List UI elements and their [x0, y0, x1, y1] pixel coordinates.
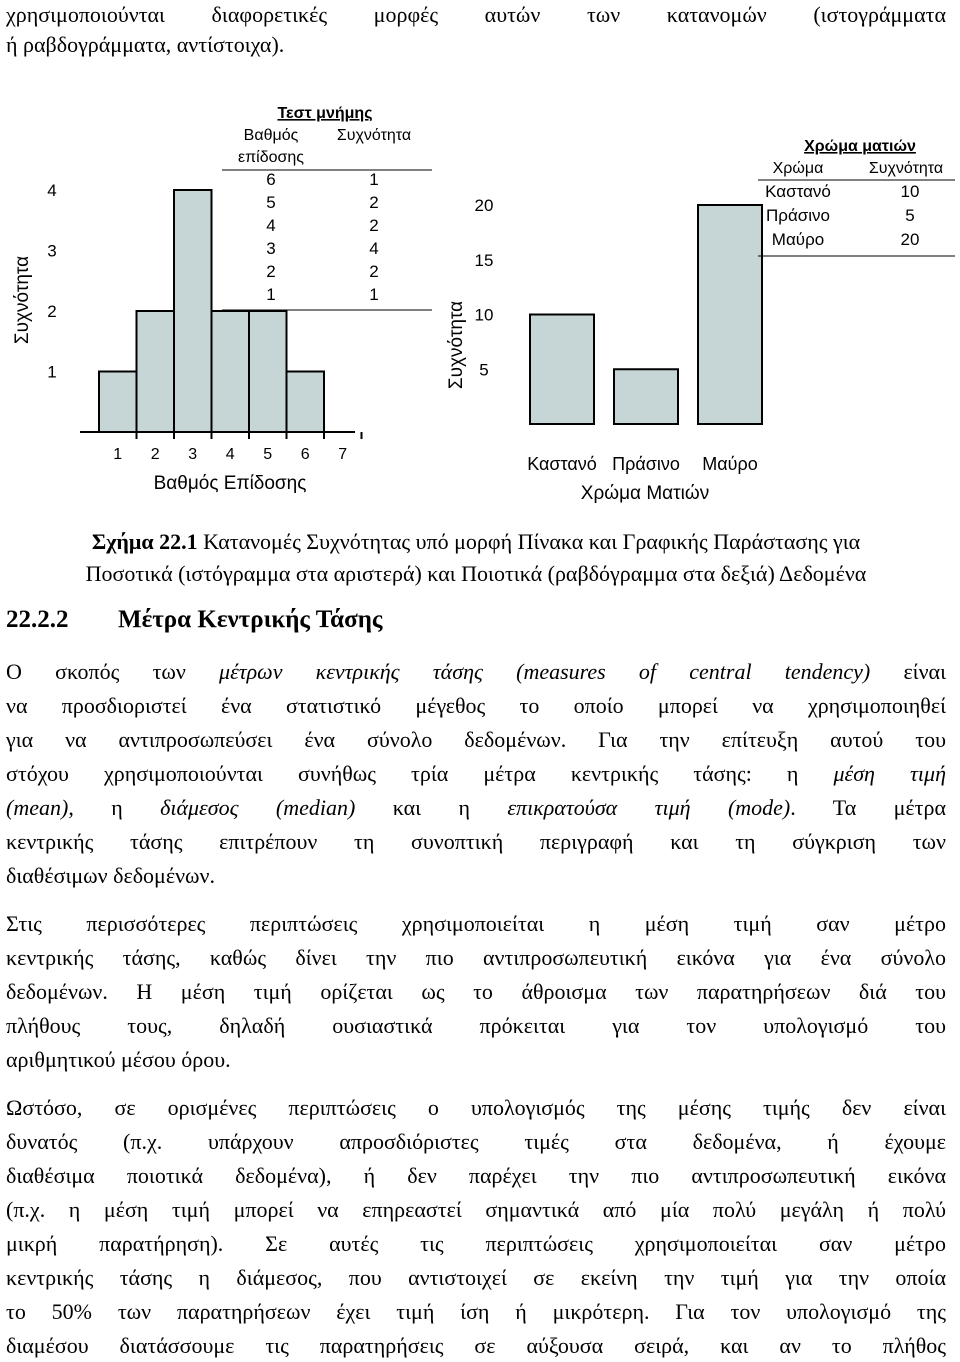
bar-y-tick-label-20: 20 — [474, 196, 494, 215]
histogram-x-tick-label-2: 2 — [150, 446, 160, 463]
section-title: Μέτρα Κεντρικής Τάσης — [118, 606, 383, 633]
memory-test-score-cell: 3 — [266, 239, 276, 258]
eye-color-table-title: Χρώμα ματιών — [804, 138, 916, 155]
p1-text: στόχου χρησιμοποιούνται συνήθως τρία μέτρα κεντρικής τάσης: η — [6, 761, 834, 786]
histogram-y-tick-label-4: 4 — [47, 181, 57, 200]
p1-text: και η — [355, 795, 508, 820]
p2-line-4: πλήθους τους, δηλαδή ουσιαστικά πρόκειται για τον υπολογισμό του — [6, 1013, 946, 1038]
memory-test-frequency-cell: 2 — [369, 193, 379, 212]
p1-text: είναι — [870, 659, 946, 684]
histogram-bar-1 — [99, 372, 137, 433]
p3-line-1: Ωστόσο, σε ορισμένες περιπτώσεις ο υπολογισμός της μέσης τιμής δεν είναι — [6, 1095, 946, 1120]
bar-chart-x-label: Χρώμα Ματιών — [580, 483, 710, 504]
p2-line-5: αριθμητικού μέσου όρου. — [6, 1047, 231, 1072]
p3-line-7: το 50% των παρατηρήσεων έχει τιμή ίση ή μικρότερη. Για τον υπολογισμό της — [6, 1299, 946, 1324]
p1-text: . Τα μέτρα — [790, 795, 946, 820]
memory-test-frequency-cell: 1 — [369, 285, 379, 304]
p1-text: , η — [68, 795, 161, 820]
bar-y-tick-label-15: 15 — [474, 250, 494, 270]
histogram-x-tick-label-6: 6 — [300, 446, 310, 463]
histogram-y-tick-label-2: 2 — [47, 302, 57, 321]
bar-x-tick-label-Μαύρο: Μαύρο — [702, 454, 758, 474]
p3-line-3: διαθέσιμα ποιοτικά δεδομένα), ή δεν παρέχει την πιο αντιπροσωπευτική εικόνα — [6, 1163, 946, 1188]
intro-line-2: ή ραβδογράμματα, αντίστοιχα). — [6, 32, 285, 57]
memory-test-score-cell: 2 — [266, 262, 276, 281]
eye-color-col2-header: Συχνότητα — [868, 160, 944, 177]
bar-y-tick-label-5: 5 — [479, 360, 489, 380]
memory-test-col1-header-2: επίδοσης — [237, 149, 305, 166]
p1-term-mode: επικρατούσα τιμή (mode) — [507, 795, 791, 820]
figure-caption-text-2: Ποσοτικά (ιστόγραμμα στα αριστερά) και Ποιοτικά (ραβδόγραμμα στα δεξιά) Δεδομένα — [85, 561, 867, 586]
eye-color-name-cell: Πράσινο — [766, 206, 830, 225]
histogram-y-tick-label-3: 3 — [47, 241, 57, 261]
histogram-bar-5 — [249, 311, 287, 432]
figure-caption-text-1: Κατανομές Συχνότητας υπό μορφή Πίνακα και Γραφικής Παράστασης για — [203, 529, 861, 554]
histogram-x-tick-label-3: 3 — [188, 446, 198, 463]
histogram-x-tick-label-5: 5 — [263, 446, 273, 463]
p3-line-5: μικρή παρατήρηση). Σε αυτές τις περιπτώσεις χρησιμοποιείται σαν μέτρο — [6, 1231, 946, 1256]
bar-Πράσινο — [614, 369, 678, 424]
bar-chart-y-label: Συχνότητα — [446, 300, 467, 390]
p2-line-1: Στις περισσότερες περιπτώσεις χρησιμοποιείται η μέση τιμή σαν μέτρο — [6, 911, 946, 936]
histogram-y-label: Συχνότητα — [12, 255, 33, 345]
bar-Καστανό — [530, 315, 594, 425]
histogram-bar-4 — [212, 311, 250, 432]
p1-line-7: διαθέσιμων δεδομένων. — [6, 863, 215, 888]
intro-line-1: χρησιμοποιούνται διαφορετικές μορφές αυτών των κατανομών (ιστογράμματα — [6, 2, 946, 27]
histogram-x-label: Βαθμός Επίδοσης — [153, 473, 307, 494]
eye-color-frequency-cell: 5 — [905, 206, 915, 225]
figure-22-1 — [0, 80, 960, 520]
memory-test-score-cell: 4 — [266, 216, 276, 235]
memory-test-col2-header: Συχνότητα — [336, 127, 412, 144]
memory-test-col1-header: Βαθμός — [243, 127, 299, 144]
p1-line-1 — [6, 657, 946, 687]
p1-term-mean-en: (mean) — [6, 795, 69, 820]
p1-text: Ο σκοπός των — [6, 659, 220, 684]
histogram-x-tick-label-1: 1 — [113, 446, 123, 463]
histogram-chart — [12, 105, 432, 494]
p1-term-median: διάμεσος (median) — [160, 795, 356, 820]
bar-x-tick-label-Πράσινο: Πράσινο — [612, 454, 680, 474]
eye-color-name-cell: Καστανό — [765, 182, 831, 201]
histogram-bar-2 — [137, 311, 175, 432]
p1-line-3: για να αντιπροσωπεύσει ένα σύνολο δεδομένων. Για την επίτευξη αυτού του — [6, 727, 946, 752]
histogram-x-tick-label-4: 4 — [225, 446, 235, 463]
p2-line-2: κεντρικής τάσης, καθώς δίνει την πιο αντιπροσωπευτική εικόνα για ένα σύνολο — [6, 945, 946, 970]
histogram-bar-6 — [287, 372, 325, 433]
p3-line-4: (π.χ. η μέση τιμή μπορεί να επηρεαστεί σημαντικά από μία πολύ μεγάλη ή πολύ — [6, 1197, 946, 1222]
eye-color-frequency-cell: 10 — [900, 182, 920, 201]
p3-line-8: διαμέσου διατάσσουμε τις παρατηρήσεις σε αύξουσα σειρά, και αν το πλήθος — [6, 1333, 946, 1358]
eye-color-name-cell: Μαύρο — [771, 230, 825, 249]
memory-test-score-cell: 1 — [266, 285, 276, 304]
figure-caption-line-1 — [6, 527, 946, 557]
histogram-x-tick-label-7: 7 — [338, 446, 348, 463]
memory-test-frequency-cell: 1 — [369, 170, 379, 189]
bar-Μαύρο — [698, 205, 762, 424]
p1-line-4 — [6, 759, 946, 789]
p1-line-5 — [6, 793, 946, 823]
eye-color-col1-header: Χρώμα — [772, 160, 824, 177]
section-number: 22.2.2 — [6, 606, 69, 633]
p1-line-6: κεντρικής τάσης επιτρέπουν τη συνοπτική περιγραφή και τη σύγκριση των — [6, 829, 946, 854]
bar-x-tick-label-Καστανό: Καστανό — [527, 454, 597, 474]
p3-line-6: κεντρικής τάσης η διάμεσος, που αντιστοιχεί σε εκείνη την τιμή για την οποία — [6, 1265, 946, 1290]
histogram-bar-3 — [174, 190, 212, 432]
memory-test-frequency-cell: 2 — [369, 216, 379, 235]
memory-test-frequency-cell: 2 — [369, 262, 379, 281]
section-heading — [6, 606, 382, 634]
memory-test-table-title: Τεστ μνήμης — [277, 105, 373, 122]
eye-color-frequency-cell: 20 — [900, 230, 920, 249]
bar-y-tick-label-10: 10 — [474, 305, 494, 325]
memory-test-score-cell: 6 — [266, 170, 276, 189]
memory-test-score-cell: 5 — [266, 193, 276, 212]
bar-chart — [446, 138, 955, 504]
memory-test-frequency-cell: 4 — [369, 239, 379, 258]
p1-line-2: να προσδιοριστεί ένα στατιστικό μέγεθος το οποίο μπορεί να χρησιμοποιηθεί — [6, 693, 946, 718]
histogram-y-tick-label-1: 1 — [47, 362, 57, 382]
p1-term-measures: μέτρων κεντρικής τάσης (measures of central tendency) — [219, 659, 871, 684]
figure-caption-label: Σχήμα 22.1 — [91, 529, 198, 554]
p1-term-mean: μέση τιμή — [833, 761, 946, 786]
p3-line-2: δυνατός (π.χ. υπάρχουν απροσδιόριστες τιμές στα δεδομένα, ή έχουμε — [6, 1129, 946, 1154]
p2-line-3: δεδομένων. Η μέση τιμή ορίζεται ως το άθροισμα των παρατηρήσεων διά του — [6, 979, 946, 1004]
